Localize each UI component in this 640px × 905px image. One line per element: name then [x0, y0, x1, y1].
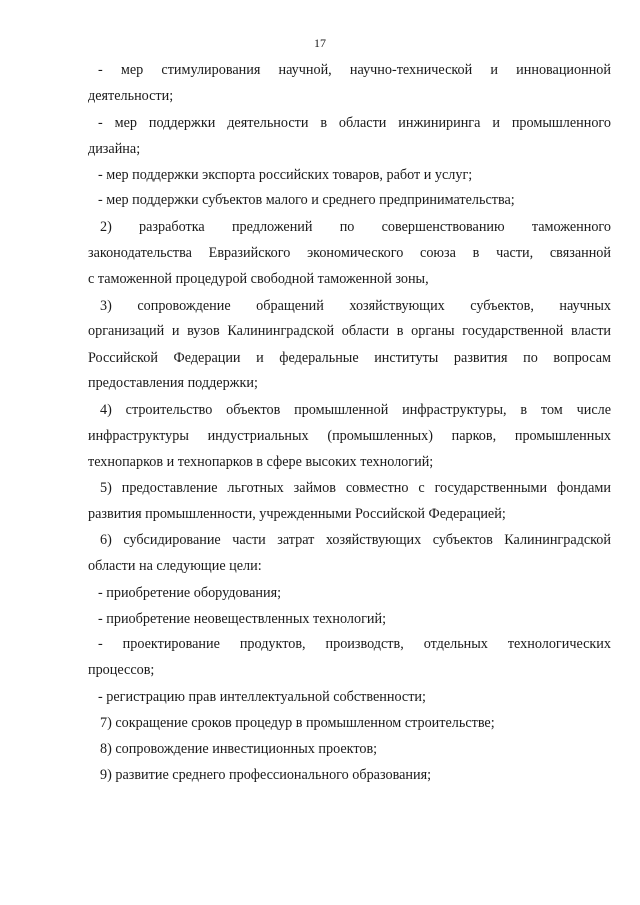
- text-line: законодательства Евразийского экономического союза в части, связанной: [88, 245, 611, 261]
- text-line: 2) разработка предложений по совершенствованию таможенного: [100, 219, 611, 235]
- text-line: 3) сопровождение обращений хозяйствующих субъектов, научных: [100, 298, 611, 314]
- text-line: - мер поддержки субъектов малого и среднего предпринимательства;: [98, 192, 515, 208]
- text-line: технопарков и технопарков в сфере высоких технологий;: [88, 454, 434, 470]
- text-line: организаций и вузов Калининградской области в органы государственной власти: [88, 323, 611, 339]
- text-line: процессов;: [88, 662, 155, 678]
- text-line: с таможенной процедурой свободной таможенной зоны,: [88, 271, 429, 287]
- text-line: - приобретение оборудования;: [98, 585, 282, 601]
- text-line: Российской Федерации и федеральные институты развития по вопросам: [88, 350, 611, 366]
- text-line: 8) сопровождение инвестиционных проектов;: [100, 741, 378, 757]
- text-line: - мер поддержки деятельности в области инжиниринга и промышленного: [98, 115, 611, 131]
- text-line: предоставления поддержки;: [88, 375, 258, 391]
- text-line: - регистрацию прав интеллектуальной собственности;: [98, 689, 426, 705]
- text-line: 5) предоставление льготных займов совместно с государственными фондами: [100, 480, 611, 496]
- text-line: области на следующие цели:: [88, 558, 262, 574]
- text-line: 7) сокращение сроков процедур в промышленном строительстве;: [100, 715, 495, 731]
- text-line: - проектирование продуктов, производств, отдельных технологических: [98, 636, 611, 652]
- text-line: 6) субсидирование части затрат хозяйствующих субъектов Калининградской: [100, 532, 611, 548]
- text-line: - приобретение неовеществленных технологий;: [98, 611, 387, 627]
- text-line: 4) строительство объектов промышленной инфраструктуры, в том числе: [100, 402, 611, 418]
- text-line: дизайна;: [88, 141, 141, 157]
- text-line: - мер поддержки экспорта российских товаров, работ и услуг;: [98, 167, 473, 183]
- text-line: развития промышленности, учрежденными Российской Федерацией;: [88, 506, 506, 522]
- text-line: - мер стимулирования научной, научно-технической и инновационной: [98, 62, 611, 78]
- page-number: 17: [314, 36, 326, 50]
- text-line: 9) развитие среднего профессионального образования;: [100, 767, 432, 783]
- text-line: инфраструктуры индустриальных (промышленных) парков, промышленных: [88, 428, 611, 444]
- text-line: деятельности;: [88, 88, 174, 104]
